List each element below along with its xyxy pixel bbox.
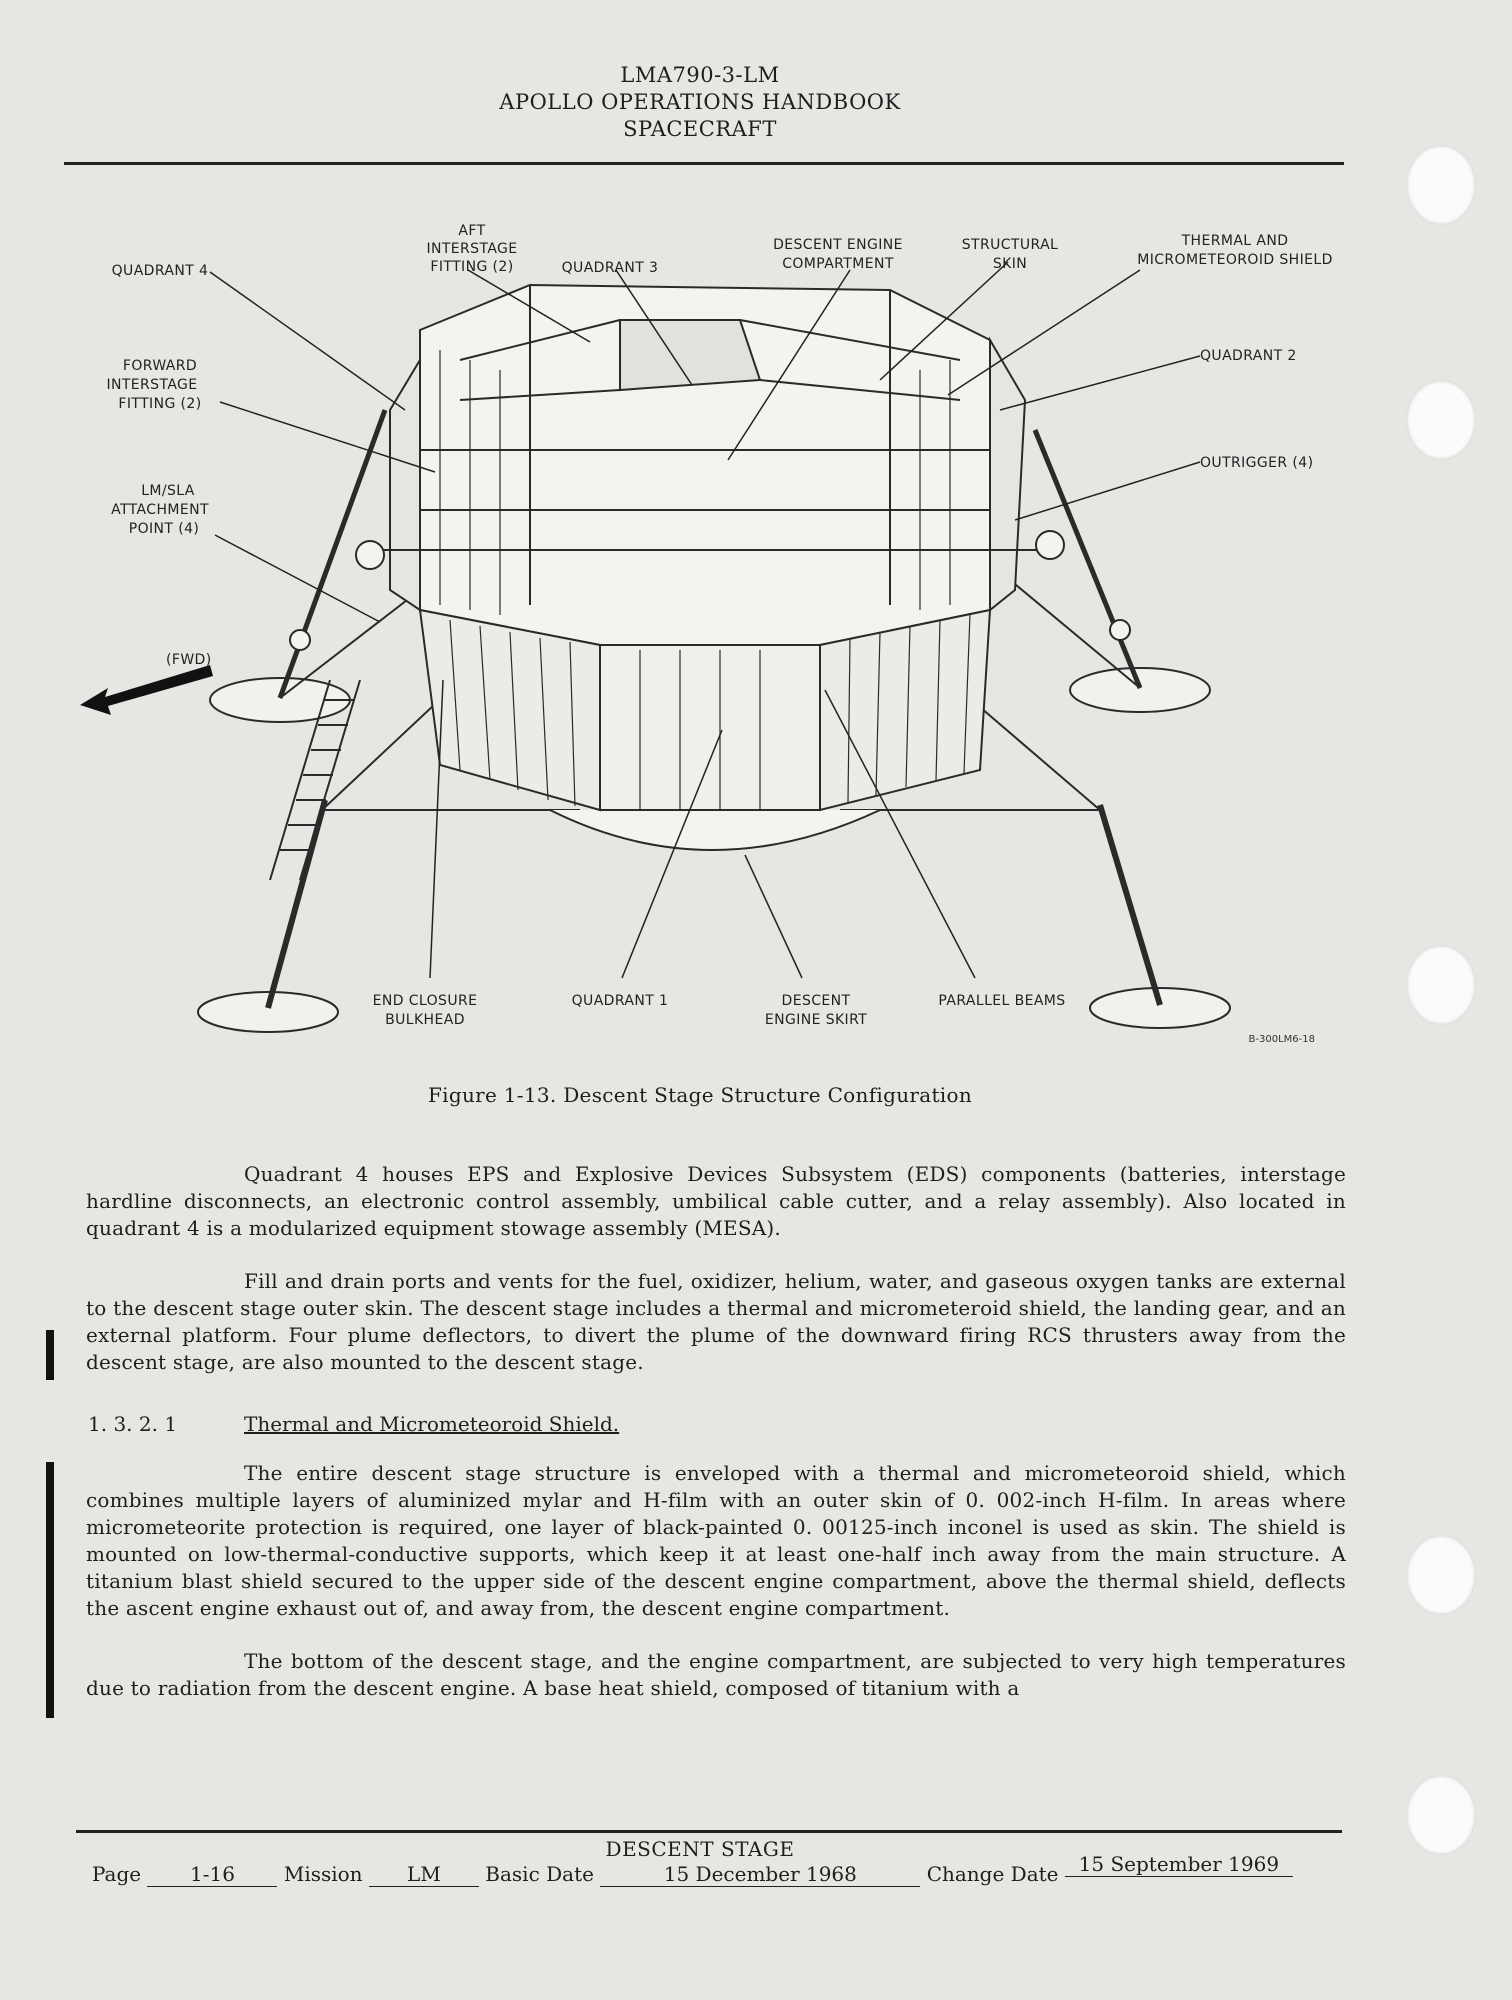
page-footer [92, 1852, 1293, 1887]
label-lm-l1: LM/SLA [141, 483, 195, 499]
basic-date-label: Basic Date [485, 1862, 594, 1886]
binder-hole [1406, 1775, 1476, 1855]
page-label: Page [92, 1862, 142, 1886]
landing-pad [1090, 988, 1230, 1028]
landing-pad [1070, 668, 1210, 712]
label-aft-l1: AFT [458, 223, 486, 239]
label-tm-l2: MICROMETEOROID SHIELD [1137, 252, 1333, 268]
paragraph-quadrant4: Quadrant 4 houses EPS and Explosive Devices Subsystem (EDS) components (batteries, interstage hardline disconnects, an electronic control assembly, umbilical cable cutter, and a relay assembly). Also located in quadrant 4 is a modularized equipment stowage assembly (MESA). [86, 1162, 1346, 1240]
label-ss-l2: SKIN [992, 256, 1028, 272]
label-des-l1: DESCENT [781, 993, 851, 1009]
section-title: Thermal and Micrometeoroid Shield. [244, 1412, 620, 1436]
body-section-b [86, 1460, 1346, 1728]
label-fwd-arrow: (FWD) [166, 652, 212, 668]
page-value: 1-16 [147, 1862, 277, 1887]
label-quadrant-3: QUADRANT 3 [561, 260, 659, 276]
change-date-label: Change Date [926, 1862, 1059, 1886]
label-des-l2: ENGINE SKIRT [764, 1012, 868, 1028]
label-fwd-l2: INTERSTAGE [106, 377, 198, 393]
paragraph-base-heat: The bottom of the descent stage, and the engine compartment, are subjected to very high temperatures due to radiation from the descent engine. A base heat shield, composed of titanium with a [86, 1649, 1346, 1700]
binder-hole [1406, 1535, 1476, 1615]
mission-label: Mission [283, 1862, 363, 1886]
change-date-value: 15 September 1969 [1065, 1852, 1293, 1877]
label-outrigger: OUTRIGGER (4) [1200, 455, 1314, 471]
label-ecb-l1: END CLOSURE [372, 993, 478, 1009]
label-aft-l3: FITTING (2) [430, 259, 514, 275]
label-lm-l3: POINT (4) [128, 521, 200, 537]
label-quadrant-2: QUADRANT 2 [1200, 348, 1297, 364]
doc-id: LMA790-3-LM [620, 63, 780, 87]
label-aft-l2: INTERSTAGE [426, 241, 518, 257]
body-section-a [86, 1161, 1346, 1402]
label-ss-l1: STRUCTURAL [961, 237, 1059, 253]
basic-date-value: 15 December 1968 [600, 1862, 920, 1887]
handbook-title: APOLLO OPERATIONS HANDBOOK [499, 90, 901, 114]
figure-reference: B-300LM6-18 [1248, 1034, 1315, 1045]
label-fwd-l3: FITTING (2) [118, 396, 202, 412]
change-bar [46, 1330, 54, 1380]
mission-value: LM [369, 1862, 479, 1887]
change-bar [46, 1462, 54, 1718]
paragraph-shield: The entire descent stage structure is enveloped with a thermal and micrometeoroid shield, which combines multiple layers of aluminized mylar and H-film with an outer skin of 0. 002-inch H-film. In areas where micrometeorite protection is required, one layer of black-painted 0. 00125-inch inconel is used as skin. The shield is mounted on low-thermal-conductive supports, which keep it at least one-half inch away from the main structure. A titanium blast shield secured to the upper side of the descent engine compartment, above the thermal shield, deflects the ascent engine exhaust out of, and away from, the descent engine compartment. [86, 1461, 1346, 1620]
label-tm-l1: THERMAL AND [1181, 233, 1289, 249]
forward-arrow [80, 665, 213, 715]
label-dec-l1: DESCENT ENGINE [773, 237, 903, 253]
section-number: 1. 3. 2. 1 [88, 1412, 178, 1436]
label-parallel-beams: PARALLEL BEAMS [938, 993, 1066, 1009]
binder-hole [1406, 145, 1476, 225]
label-lm-l2: ATTACHMENT [111, 502, 209, 518]
section-heading [88, 1412, 619, 1436]
page-header [0, 62, 1400, 143]
paragraph-fill-drain: Fill and drain ports and vents for the fuel, oxidizer, helium, water, and gaseous oxygen tanks are external to the descent stage outer skin. The descent stage includes a thermal and micrometeroid shield, the landing gear, and an external platform. Four plume deflectors, to divert the plume of the downward firing RCS thrusters away from the descent stage, are also mounted to the descent stage. [86, 1269, 1346, 1374]
footer-section: DESCENT STAGE [605, 1837, 795, 1861]
label-dec-l2: COMPARTMENT [782, 256, 894, 272]
binder-hole [1406, 380, 1476, 460]
label-fwd-l1: FORWARD [122, 358, 198, 374]
label-quadrant-4: QUADRANT 4 [111, 263, 209, 279]
handbook-subtitle: SPACECRAFT [623, 117, 777, 141]
footer-rule [76, 1830, 1342, 1833]
binder-hole [1406, 945, 1476, 1025]
figure-caption: Figure 1-13. Descent Stage Structure Configuration [427, 1083, 973, 1107]
header-rule [64, 162, 1344, 165]
descent-stage-figure [60, 210, 1350, 1070]
label-ecb-l2: BULKHEAD [385, 1012, 465, 1028]
label-quadrant-1: QUADRANT 1 [571, 993, 669, 1009]
